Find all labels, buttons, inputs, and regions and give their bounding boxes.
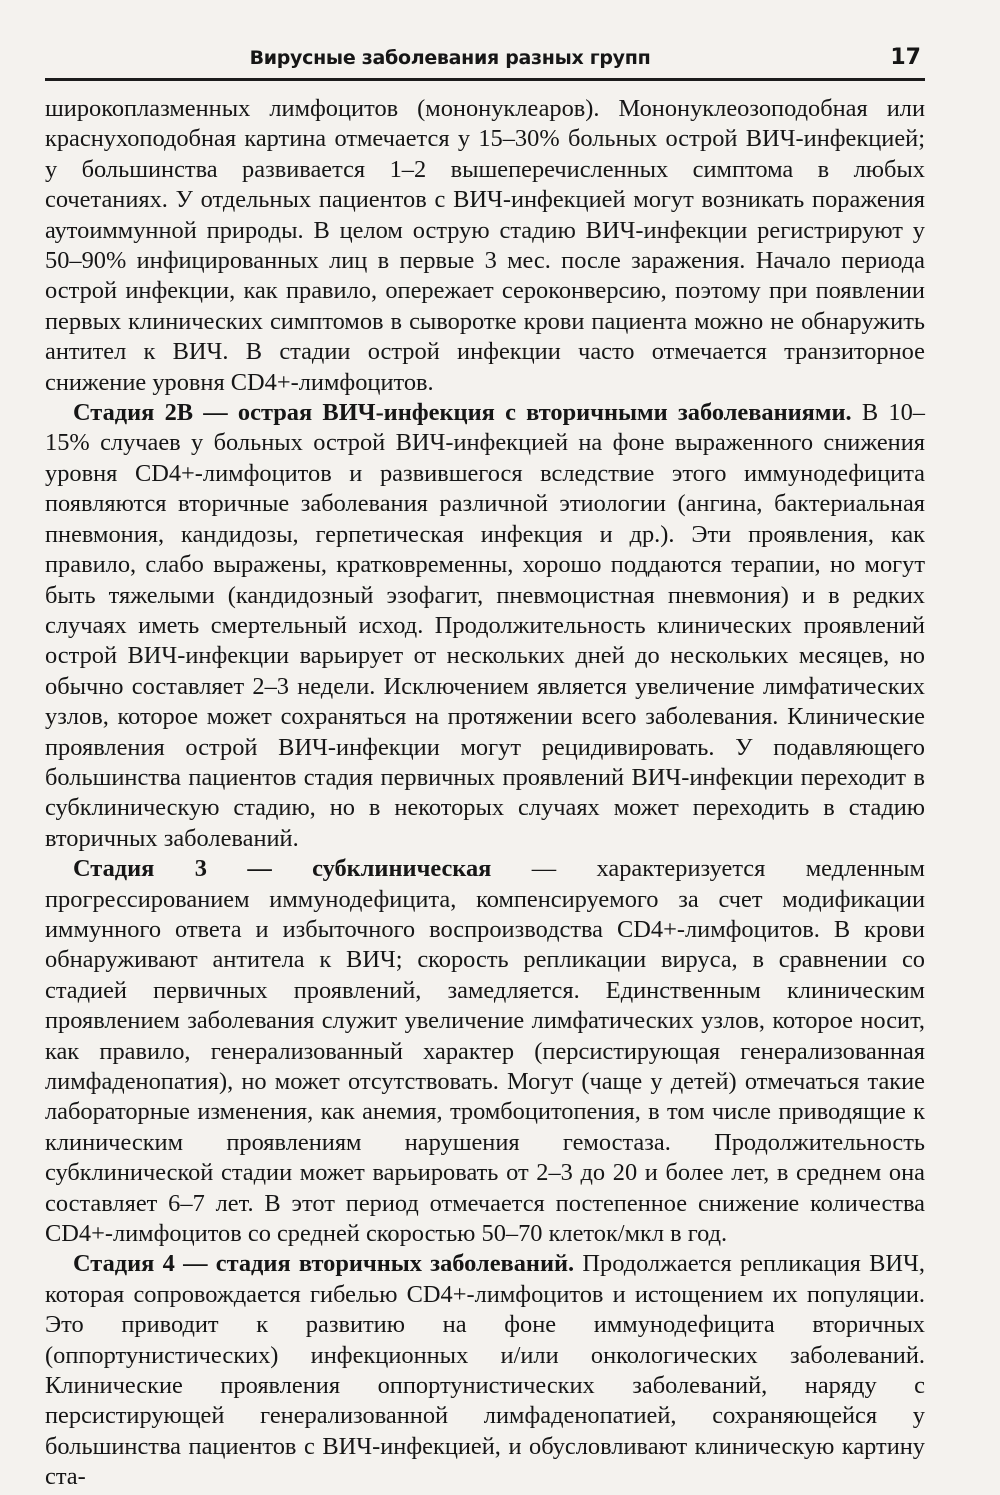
stage-3-heading: Стадия 3 — субклиническая: [73, 855, 492, 883]
stage-4-heading: Стадия 4 — стадия вторичных заболеваний.: [73, 1250, 575, 1278]
running-head: [45, 44, 925, 81]
paragraph-text: широкоплазменных лимфоцитов (мононуклеаров). Мононуклеозоподобная или краснухоподобная картина отмечается у 15–30% больных острой ВИЧ-инфекцией; у большинства развивается 1–2 вышеперечисленных симптома в любых сочетаниях. У отдельных пациентов с ВИЧ-инфекцией могут возникать поражения аутоиммунной природы. В целом острую стадию ВИЧ-инфекции регистрируют у 50–90% инфицированных лиц в первые 3 мес. после заражения. Начало периода острой инфекции, как правило, опережает сероконверсию, поэтому при появлении первых клинических симптомов в сыворотке крови пациента можно не обнаружить антител к ВИЧ. В стадии острой инфекции часто отмечается транзиторное снижение уровня CD4+-лимфоцитов.: [45, 95, 925, 396]
stage-2v-heading: Стадия 2В — острая ВИЧ-инфекция с вторичными заболеваниями.: [73, 399, 852, 427]
paragraph-stage-4: [45, 1249, 925, 1492]
paragraph-stage-3: [45, 854, 925, 1249]
body-text: [45, 94, 925, 1493]
paragraph-continuation: [45, 94, 925, 398]
paragraph-text: Продолжается репликация ВИЧ, которая сопровождается гибелью CD4+-лимфоцитов и истощением их популяции. Это приводит к развитию на фоне иммунодефицита вторичных (оппортунистических) инфекционных и/или онкологических заболеваний. Клинические проявления оппортунистических заболеваний, наряду с персистирующей генерализованной лимфаденопатией, сохраняющейся у большинства пациентов с ВИЧ-инфекцией, и обусловливают клиническую картину ста-: [45, 1250, 925, 1491]
paragraph-text: — характеризуется медленным прогрессированием иммунодефицита, компенсируемого за счет модификации иммунного ответа и избыточного воспроизводства CD4+-лимфоцитов. В крови обнаруживают антитела к ВИЧ; скорость репликации вируса, в сравнении со стадией первичных проявлений, замедляется. Единственным клиническим проявлением заболевания служит увеличение лимфатических узлов, которое носит, как правило, генерализованный характер (персистирующая генерализованная лимфаденопатия), но может отсутствовать. Могут (чаще у детей) отмечаться такие лабораторные изменения, как анемия, тромбоцитопения, в том числе приводящие к клиническим проявлениям нарушения гемостаза. Продолжительность субклинической стадии может варьировать от 2–3 до 20 и более лет, в среднем она составляет 6–7 лет. В этот период отмечается постепенное снижение количества CD4+-лимфоцитов со средней скоростью 50–70 клеток/мкл в год.: [45, 855, 925, 1248]
paragraph-text: В 10–15% случаев у больных острой ВИЧ-инфекцией на фоне выраженного снижения уровня CD4+-лимфоцитов и развившегося вследствие этого иммунодефицита появляются вторичные заболевания различной этиологии (ангина, бактериальная пневмония, кандидозы, герпетическая инфекция и др.). Эти проявления, как правило, слабо выражены, кратковременны, хорошо поддаются терапии, но могут быть тяжелыми (кандидозный эзофагит, пневмоцистная пневмония) и в редких случаях иметь смертельный исход. Продолжительность клинических проявлений острой ВИЧ-инфекции варьирует от нескольких дней до нескольких месяцев, но обычно составляет 2–3 недели. Исключением является увеличение лимфатических узлов, которое может сохраняться на протяжении всего заболевания. Клинические проявления острой ВИЧ-инфекции могут рецидивировать. У подавляющего большинства пациентов стадия первичных проявлений ВИЧ-инфекции переходит в субклиническую стадию, но в некоторых случаях может переходить в стадию вторичных заболеваний.: [45, 399, 925, 852]
paragraph-stage-2v: [45, 398, 925, 854]
page-number: 17: [890, 45, 921, 70]
running-title: Вирусные заболевания разных групп: [249, 47, 651, 69]
